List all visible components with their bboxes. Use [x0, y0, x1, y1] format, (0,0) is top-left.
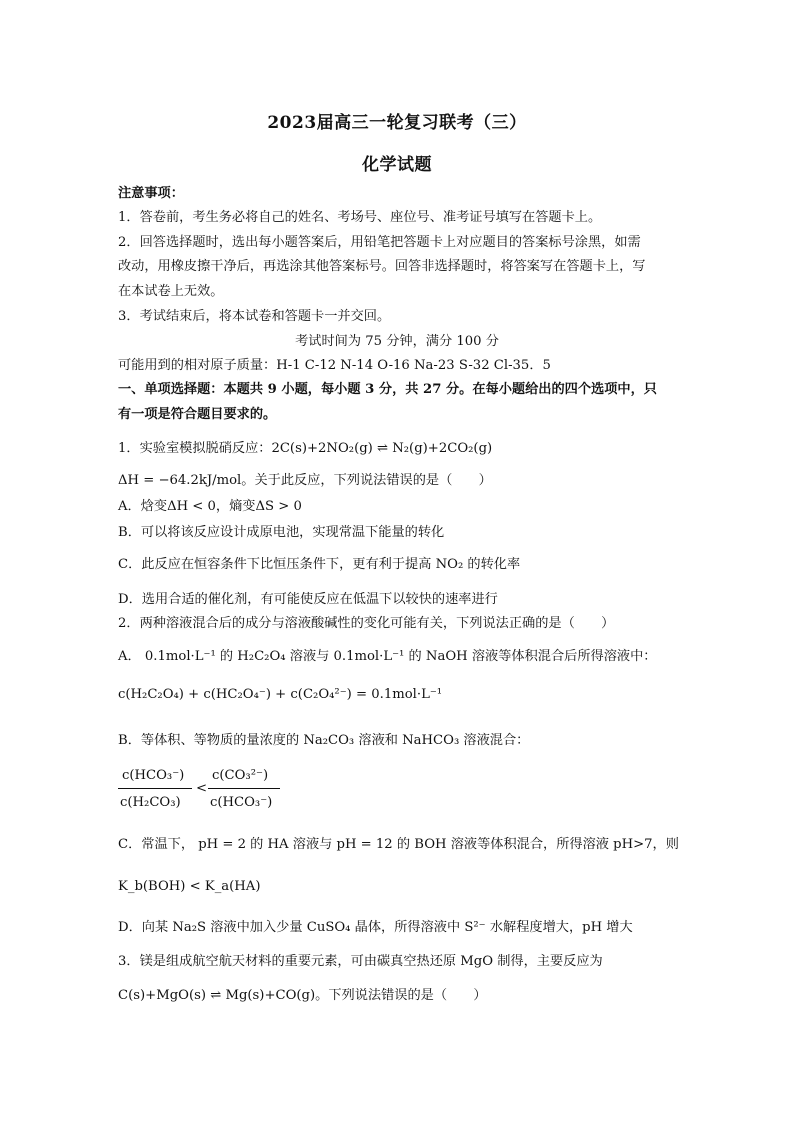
q3-stem: 3．镁是组成航空航天材料的重要元素，可由碳真空热还原 MgO 制得，主要反应为	[118, 954, 603, 969]
exam-title: 2023届高三一轮复习联考（三）	[267, 113, 527, 133]
fraction-numerator: c(HCO₃⁻)	[122, 768, 185, 783]
fraction-bar	[208, 788, 280, 789]
atomic-masses: 可能用到的相对原子质量：H-1 C-12 N-14 O-16 Na-23 S-32 Cl-35．5	[118, 358, 551, 373]
q2-option-b: B．等体积、等物质的量浓度的 Na₂CO₃ 溶液和 NaHCO₃ 溶液混合：	[118, 733, 530, 748]
notice-item: 3．考试结束后，将本试卷和答题卡一并交回。	[118, 309, 391, 324]
notice-item: 在本试卷上无效。	[118, 284, 224, 299]
q1-option-a: A．焓变ΔH < 0，熵变ΔS > 0	[118, 499, 302, 514]
q1-option-d: D．选用合适的催化剂，有可能使反应在低温下以较快的速率进行	[118, 592, 498, 607]
notice-heading: 注意事项：	[118, 186, 184, 201]
q1-option-c: C．此反应在恒容条件下比恒压条件下，更有利于提高 NO₂ 的转化率	[118, 557, 521, 572]
q2-option-c: C．常温下， pH = 2 的 HA 溶液与 pH = 12 的 BOH 溶液等体积混合，所得溶液 pH>7，则	[118, 837, 679, 852]
q2-option-b-inequality	[118, 768, 378, 818]
exam-time-info: 考试时间为 75 分钟，满分 100 分	[295, 334, 499, 349]
less-than-sign: <	[196, 781, 208, 796]
q2-option-d: D．向某 Na₂S 溶液中加入少量 CuSO₄ 晶体，所得溶液中 S²⁻ 水解程度增大，pH 增大	[118, 920, 633, 935]
notice-item: 2．回答选择题时，选出每小题答案后，用铅笔把答题卡上对应题目的答案标号涂黑，如需	[118, 235, 641, 250]
notice-item: 1．答卷前，考生务必将自己的姓名、考场号、座位号、准考证号填写在答题卡上。	[118, 210, 602, 225]
q2-option-c-cont: K_b(BOH) < K_a(HA)	[118, 879, 261, 894]
fraction-denominator: c(HCO₃⁻)	[210, 795, 273, 810]
fraction-denominator: c(H₂CO₃)	[120, 795, 181, 810]
q1-enthalpy: ΔH = −64.2kJ/mol	[118, 473, 242, 488]
q3-equation: C(s)+MgO(s) ⇌ Mg(s)+CO(g)	[118, 988, 316, 1003]
q1-stem: 1．实验室模拟脱硝反应：2C(s)+2NO₂(g) ⇌ N₂(g)+2CO₂(g)	[118, 441, 493, 456]
fraction-bar	[118, 788, 192, 789]
q3-stem-cont: C(s)+MgO(s) ⇌ Mg(s)+CO(g)。下列说法错误的是（ ）	[118, 988, 487, 1003]
q1-equation: 2C(s)+2NO₂(g) ⇌ N₂(g)+2CO₂(g)	[271, 441, 493, 456]
section-heading: 一、单项选择题：本题共 9 小题，每小题 3 分，共 27 分。在每小题给出的四个选项中，只	[118, 382, 657, 397]
q1-stem-cont: ΔH = −64.2kJ/mol。关于此反应，下列说法错误的是（ ）	[118, 473, 492, 488]
q2-option-a-equation: c(H₂C₂O₄) + c(HC₂O₄⁻) + c(C₂O₄²⁻) = 0.1mol·L⁻¹	[118, 687, 443, 702]
q2-stem: 2．两种溶液混合后的成分与溶液酸碱性的变化可能有关，下列说法正确的是（ ）	[118, 616, 615, 631]
q1-option-b: B．可以将该反应设计成原电池，实现常温下能量的转化	[118, 525, 445, 540]
fraction-numerator: c(CO₃²⁻)	[212, 768, 269, 783]
section-heading-cont: 有一项是符合题目要求的。	[118, 407, 277, 422]
subject-title: 化学试题	[362, 155, 432, 175]
q2-option-a: A． 0.1mol·L⁻¹ 的 H₂C₂O₄ 溶液与 0.1mol·L⁻¹ 的 NaOH 溶液等体积混合后所得溶液中：	[118, 649, 657, 664]
notice-item: 改动，用橡皮擦干净后，再选涂其他答案标号。回答非选择题时，将答案写在答题卡上，写	[118, 259, 646, 274]
